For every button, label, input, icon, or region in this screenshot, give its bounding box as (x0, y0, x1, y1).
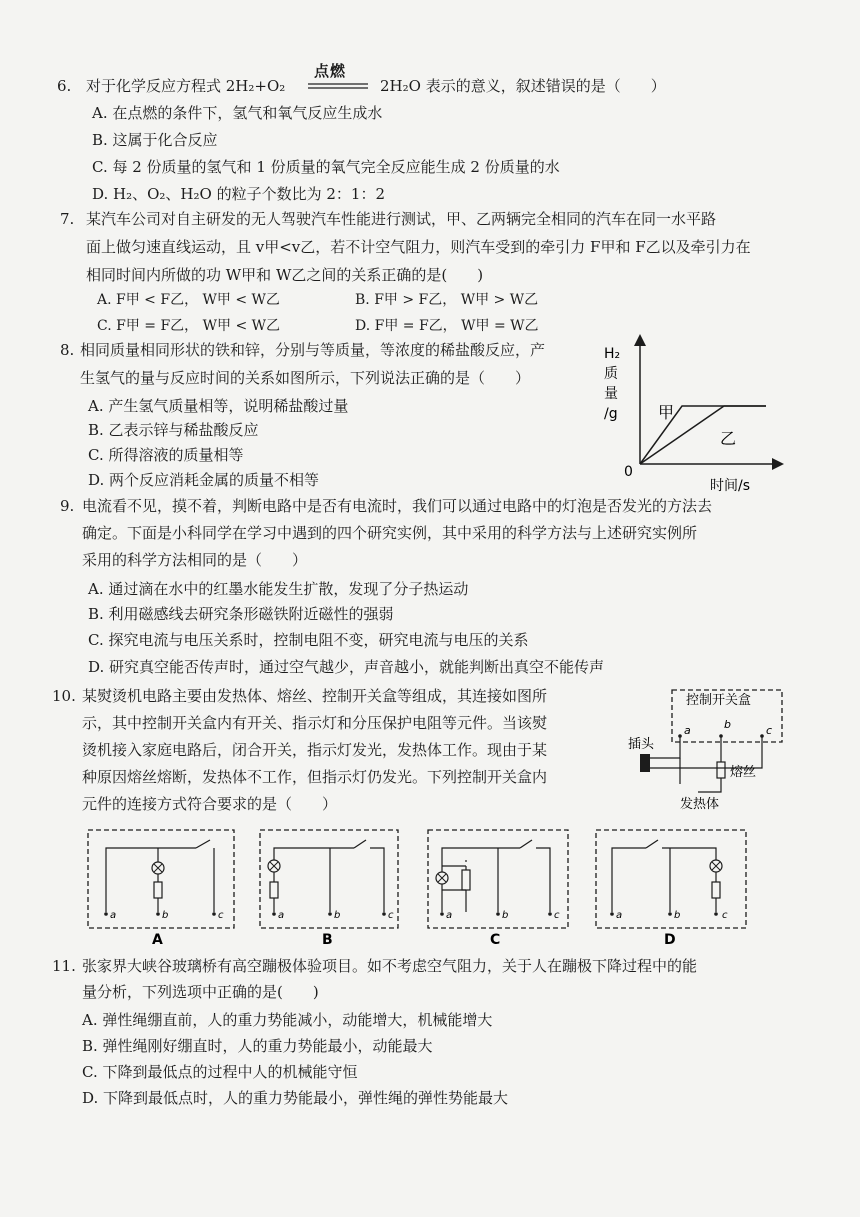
option-d: D. 下降到最低点时，人的重力势能最小，弹性绳的弹性势能最大 (82, 1089, 509, 1107)
question-number: 8. (60, 341, 75, 359)
terminal-b-label: b (502, 910, 509, 921)
question-stem: 确定。下面是小科同学在学习中遇到的四个研究实例，其中采用的科学方法与上述研究实例所 (82, 524, 698, 542)
choice-diagrams (86, 826, 766, 950)
question-number: 6. (57, 77, 72, 95)
question-stem: 电流看不见，摸不着，判断电路中是否有电流时，我们可以通过电路中的灯泡是否发光的方法去 (82, 497, 713, 515)
choice-d-diagram (596, 830, 746, 948)
y-axis-label-line: /g (604, 406, 618, 422)
question-stem: 烫机接入家庭电路后，闭合开关，指示灯发光，发热体工作。现由于某 (82, 741, 548, 759)
option-a: A. F甲 < F乙， W甲 < W乙 (97, 292, 280, 308)
option-b: B. 利用磁感线去研究条形磁铁附近磁性的强弱 (88, 605, 394, 623)
origin-label: 0 (624, 464, 633, 480)
terminal-c-label: c (766, 724, 773, 737)
question-number: 7. (60, 210, 75, 228)
question-stem: 生氢气的量与反应时间的关系如图所示，下列说法正确的是（ ） (80, 369, 531, 387)
series-label-yi: 乙 (720, 429, 737, 448)
option-c: C. 下降到最低点的过程中人的机械能守恒 (82, 1063, 358, 1081)
x-axis-label: 时间/s (710, 478, 751, 494)
reaction-condition: 点燃 (314, 62, 347, 80)
terminal-b-label: b (724, 718, 731, 731)
question-stem: 元件的连接方式符合要求的是（ ） (82, 795, 338, 813)
terminal-a-label: a (278, 910, 285, 921)
question-stem: 相同质量相同形状的铁和锌，分别与等质量，等浓度的稀盐酸反应，产 (80, 341, 546, 359)
heater-label: 发热体 (680, 797, 720, 812)
plug-icon (640, 754, 650, 772)
hydrogen-time-chart (600, 330, 790, 500)
terminal-b-label: b (674, 910, 681, 921)
choice-label: B (322, 932, 333, 948)
question-stem: 示，其中控制开关盒内有开关、指示灯和分压保护电阻等元件。当该熨 (82, 714, 548, 732)
option-d: D. 两个反应消耗金属的质量不相等 (88, 471, 320, 489)
question-stem: 对于化学反应方程式 2H₂+O₂ (86, 77, 286, 95)
question-number: 10. (52, 687, 76, 705)
option-d: D. 研究真空能否传声时，通过空气越少，声音越小，就能判断出真空不能传声 (88, 658, 605, 676)
option-b: B. F甲 > F乙， W甲 > W乙 (355, 292, 539, 308)
terminal-c-label: c (388, 910, 394, 921)
option-b: B. 乙表示锌与稀盐酸反应 (88, 421, 259, 439)
option-d: D. H₂、O₂、H₂O 的粒子个数比为 2：1：2 (92, 185, 385, 203)
question-stem: 某熨烫机电路主要由发热体、熔丝、控制开关盒等组成，其连接如图所 (82, 687, 548, 705)
choice-label: C (490, 932, 501, 948)
terminal-c-label: c (722, 910, 728, 921)
series-label-jia: 甲 (658, 403, 675, 422)
y-axis-label-line: 质 (604, 366, 618, 382)
option-c: C. 每 2 份质量的氢气和 1 份质量的氧气完全反应能生成 2 份质量的水 (92, 158, 560, 176)
terminal-a-label: a (446, 910, 453, 921)
option-b: B. 这属于化合反应 (92, 131, 218, 149)
option-c: C. 探究电流与电压关系时，控制电阻不变，研究电流与电压的关系 (88, 631, 529, 649)
question-number: 9. (60, 497, 75, 515)
terminal-a-label: a (616, 910, 623, 921)
y-axis-label (604, 346, 625, 422)
question-stem: 种原因熔丝熔断，发热体不工作，但指示灯仍发光。下列控制开关盒内 (82, 768, 548, 786)
choice-label: D (664, 932, 676, 948)
choice-a-diagram (88, 830, 234, 948)
question-stem: 面上做匀速直线运动，且 v甲<v乙，若不计空气阻力，则汽车受到的牵引力 F甲和 F乙以及牵引力在 (86, 238, 751, 256)
choice-label: A (152, 932, 163, 948)
option-d: D. F甲 = F乙， W甲 = W乙 (355, 318, 539, 334)
option-a: A. 弹性绳绷直前，人的重力势能减小，动能增大，机械能增大 (82, 1011, 493, 1029)
terminal-a-label: a (110, 910, 117, 921)
ironing-machine-circuit (626, 684, 786, 812)
question-number: 11. (52, 957, 76, 975)
fuse-icon (717, 762, 725, 778)
question-stem: 2H₂O 表示的意义，叙述错误的是（ ） (380, 77, 666, 95)
question-stem: 某汽车公司对自主研发的无人驾驶汽车性能进行测试，甲、乙两辆完全相同的汽车在同一水平路 (86, 210, 717, 228)
question-stem: 采用的科学方法相同的是（ ） (82, 551, 308, 569)
question-stem: 相同时间内所做的功 W甲和 W乙之间的关系正确的是( ) (86, 266, 484, 284)
question-stem: 量分析，下列选项中正确的是( ) (82, 983, 319, 1001)
plug-label: 插头 (628, 737, 655, 752)
option-b: B. 弹性绳刚好绷直时，人的重力势能最小，动能最大 (82, 1037, 433, 1055)
fuse-label: 熔丝 (730, 765, 757, 780)
terminal-c-label: c (554, 910, 560, 921)
y-axis-label-line: H₂ (604, 346, 621, 362)
option-c: C. 所得溶液的质量相等 (88, 446, 244, 464)
terminal-a-label: a (684, 724, 691, 737)
option-c: C. F甲 = F乙， W甲 < W乙 (97, 318, 281, 334)
control-box-label: 控制开关盒 (686, 693, 752, 708)
y-axis-label-line: 量 (604, 386, 618, 402)
terminal-b-label: b (334, 910, 341, 921)
equals-sign (306, 83, 372, 91)
choice-c-diagram (428, 830, 568, 948)
option-a: A. 产生氢气质量相等，说明稀盐酸过量 (88, 397, 349, 415)
option-a: A. 在点燃的条件下，氢气和氧气反应生成水 (92, 104, 383, 122)
question-stem: 张家界大峡谷玻璃桥有高空蹦极体验项目。如不考虑空气阻力，关于人在蹦极下降过程中的能 (82, 957, 698, 975)
terminal-b-label: b (162, 910, 169, 921)
option-a: A. 通过滴在水中的红墨水能发生扩散，发现了分子热运动 (88, 580, 469, 598)
choice-b-diagram (260, 830, 398, 948)
terminal-c-label: c (218, 910, 224, 921)
